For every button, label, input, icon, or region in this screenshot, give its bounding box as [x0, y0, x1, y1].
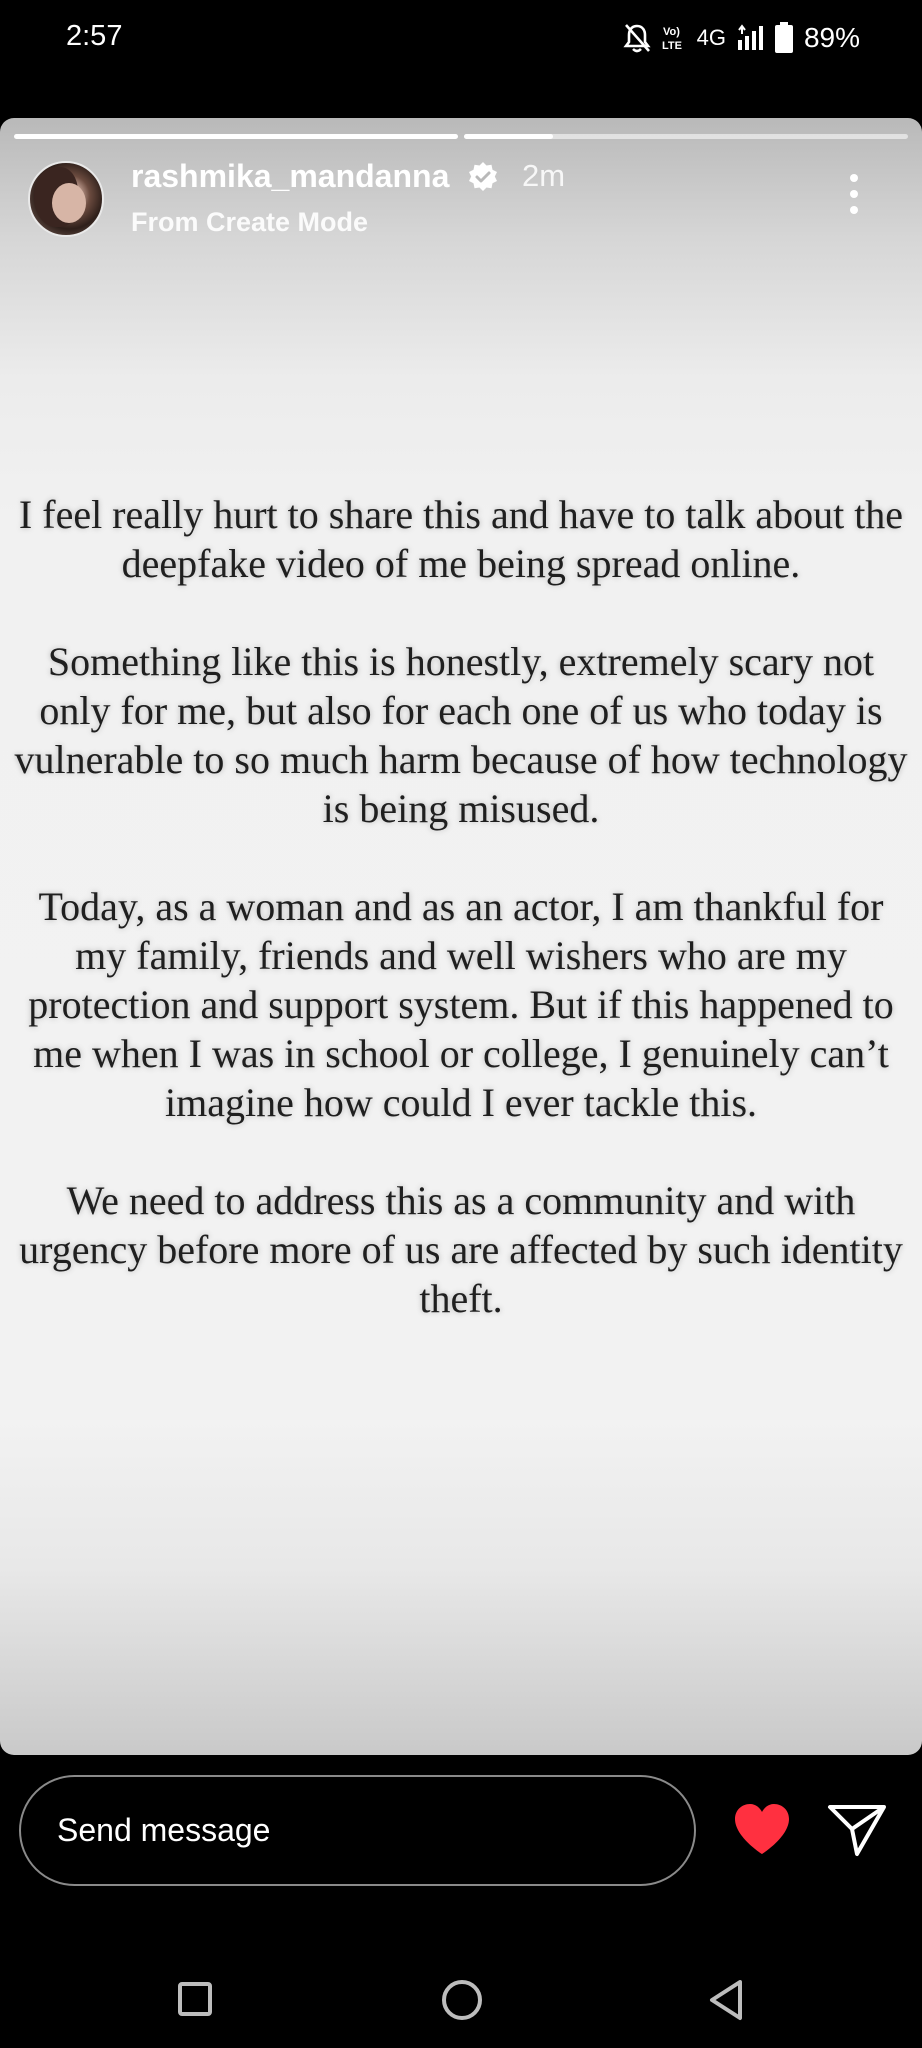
time-ago: 2m	[522, 158, 566, 193]
heart-icon[interactable]	[732, 1802, 792, 1858]
story-paragraph: Today, as a woman and as an actor, I am thankful for my family, friends and well wishers who are my protection and support system. But if this happened to me when I was in school or college, I genuinely can’t imagine how could I ever tackle this.	[28, 884, 894, 1125]
story-paragraph: We need to address this as a community and with urgency before more of us are affected by such identity theft.	[19, 1178, 903, 1321]
story-paragraph: I feel really hurt to share this and have to talk about the deepfake video of me being spread online.	[18, 492, 904, 586]
status-bar	[0, 0, 922, 80]
home-icon[interactable]	[442, 1980, 482, 2020]
more-options-icon[interactable]	[846, 174, 862, 214]
status-time: 2:57	[66, 20, 123, 52]
back-icon[interactable]	[706, 1978, 746, 2022]
progress-segment-current	[464, 134, 908, 139]
send-message-input[interactable]	[19, 1775, 696, 1886]
network-type: 4G	[696, 25, 726, 50]
story-viewer[interactable]	[0, 118, 922, 1755]
send-icon[interactable]	[827, 1802, 887, 1858]
avatar[interactable]	[28, 161, 104, 237]
system-nav-bar	[0, 1940, 922, 2048]
verified-badge-icon	[467, 161, 499, 193]
recent-apps-icon[interactable]	[178, 1982, 212, 2016]
story-subtitle: From Create Mode	[131, 207, 369, 237]
status-icons	[623, 18, 860, 58]
progress-segment-complete	[14, 134, 458, 139]
username[interactable]: rashmika_mandanna	[131, 158, 450, 194]
avatar-face	[52, 183, 86, 223]
svg-text:Vo): Vo)	[662, 26, 680, 38]
progress-segment-fill	[464, 134, 553, 139]
svg-text:LTE: LTE	[661, 40, 682, 52]
story-paragraph: Something like this is honestly, extremely scary not only for me, but also for each one of us who today is vulnerable to so much harm because of how technology is being misused.	[14, 639, 908, 831]
mute-bell-icon	[623, 23, 651, 53]
volte-icon	[661, 23, 687, 53]
signal-icon	[736, 24, 764, 52]
battery-icon	[774, 22, 794, 54]
battery-percent: 89%	[803, 22, 860, 53]
more-dot	[850, 174, 858, 182]
story-progress-bar	[14, 134, 908, 139]
story-text	[0, 490, 922, 1372]
more-dot	[850, 206, 858, 214]
more-dot	[850, 190, 858, 198]
